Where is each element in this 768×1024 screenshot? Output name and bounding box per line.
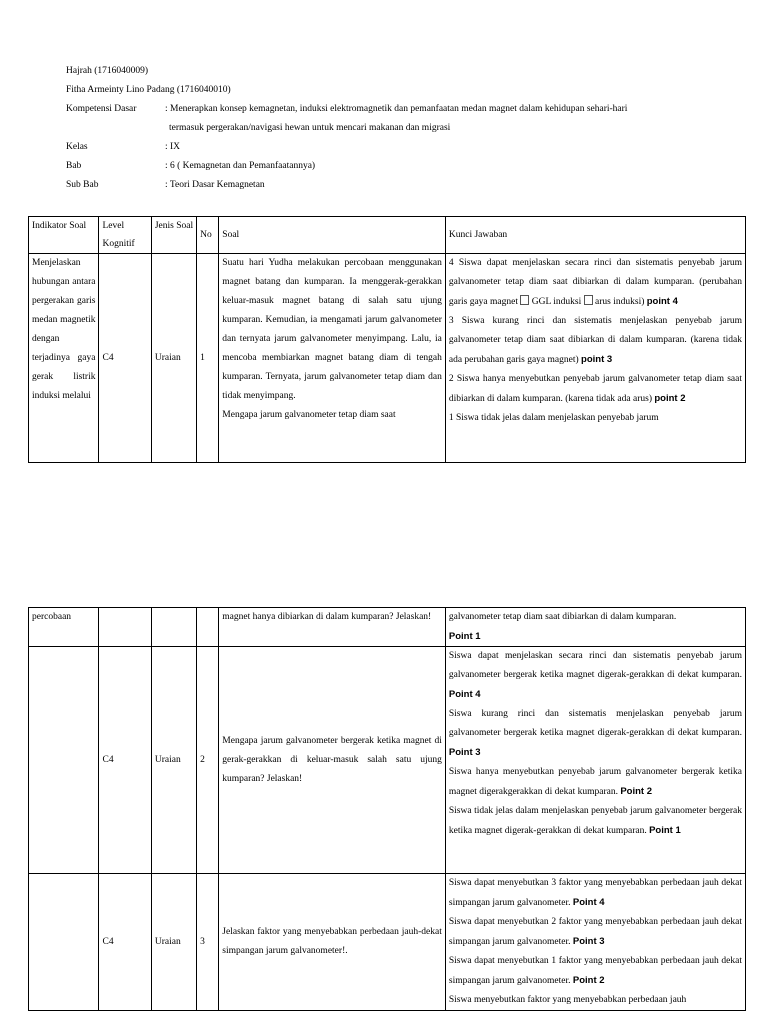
point-mark: Point 4 xyxy=(448,689,481,700)
kunci-cell xyxy=(445,874,745,1011)
level-cell: C4 xyxy=(99,874,151,1011)
subbab-label: Sub Bab xyxy=(66,180,99,190)
kunci-cell xyxy=(445,647,745,874)
subbab-value: : Teori Dasar Kemagnetan xyxy=(165,180,265,190)
soal-cell: magnet hanya dibiarkan di dalam kumparan? Jelaskan! xyxy=(219,608,446,647)
point-mark: Point 1 xyxy=(649,825,681,836)
kunci-text: GGL induksi xyxy=(531,297,582,307)
point-mark: Point 4 xyxy=(572,897,605,908)
point-mark: point 3 xyxy=(581,354,613,365)
point-mark: point 2 xyxy=(654,393,686,404)
kunci-level-4 xyxy=(449,874,742,913)
soal-cell: Jelaskan faktor yang menyebabkan perbedaan jauh-dekat simpangan jarum galvanometer!. xyxy=(219,874,446,1011)
kunci-level-3 xyxy=(449,705,742,763)
kunci-continuation: galvanometer tetap diam saat dibiarkan di dalam kumparan. xyxy=(448,612,677,622)
header-indikator: Indikator Soal xyxy=(29,217,99,254)
header-jenis: Jenis Soal xyxy=(151,217,196,254)
kunci-text: Siswa dapat menyebutkan 1 faktor yang menyebabkan perbedaan jauh dekat simpangan jarum galvanometer. xyxy=(448,956,742,986)
indikator-cell xyxy=(29,874,99,1011)
author-1: Hajrah (1716040009) xyxy=(66,66,149,76)
jenis-cell xyxy=(151,608,196,647)
kunci-level-3 xyxy=(449,913,742,952)
kunci-level-3 xyxy=(449,312,742,370)
kelas-line xyxy=(66,138,756,157)
bab-line xyxy=(66,157,756,176)
point-mark: Point 1 xyxy=(448,631,481,642)
soal-cell xyxy=(219,254,446,463)
kelas-label: Kelas xyxy=(66,142,88,152)
kunci-text: 3 Siswa kurang rinci dan sistematis menjelaskan penyebab jarum galvanometer tetap diam saat dibiarkan di dalam kumparan. (karena tidak ada perubahan garis gaya magnet) xyxy=(448,316,742,365)
arrow-box-icon xyxy=(520,295,529,305)
point-mark: Point 3 xyxy=(572,936,605,947)
kunci-level-2 xyxy=(449,952,742,991)
assessment-table-page2 xyxy=(28,607,746,1011)
indikator-text: Menjelaskan hubungan antara pergerakan garis medan magnetik dengan terjadinya gaya gerak listrik induksi melalui xyxy=(32,258,96,401)
kunci-level-4 xyxy=(449,254,742,312)
level-cell xyxy=(99,608,151,647)
kunci-text: 2 Siswa hanya menyebutkan penyebab jarum galvanometer tetap diam saat dibiarkan di dalam kumparan. (karena tidak ada arus) xyxy=(448,374,742,404)
kunci-text: Siswa dapat menyebutkan 2 faktor yang menyebabkan perbedaan jauh dekat simpangan jarum galvanometer. xyxy=(448,917,742,947)
kunci-level-1: 1 Siswa tidak jelas dalam menjelaskan penyebab jarum xyxy=(448,413,659,423)
kunci-cell xyxy=(445,254,745,463)
no-cell: 3 xyxy=(197,874,219,1011)
header-soal: Soal xyxy=(219,217,446,254)
kunci-level-1: Siswa menyebutkan faktor yang menyebabkan perbedaan jauh xyxy=(448,995,687,1005)
bab-value: : 6 ( Kemagnetan dan Pemanfaatannya) xyxy=(165,161,316,171)
indikator-cell xyxy=(29,254,99,463)
point-mark: Point 2 xyxy=(620,786,653,797)
kunci-level-2 xyxy=(449,370,742,409)
table-header-row xyxy=(29,217,746,254)
level-cell: C4 xyxy=(99,254,151,463)
kunci-text: Siswa dapat menjelaskan secara rinci dan sistematis penyebab jarum galvanometer bergerak ketika magnet digerak-gerakkan di dekat kumparan. xyxy=(448,651,742,680)
no-cell: 2 xyxy=(197,647,219,874)
soal-paragraph-1: Suatu hari Yudha melakukan percobaan menggunakan magnet batang dan kumparan. Ia menggerak-gerakkan keluar-masuk magnet batang di salah satu ujung kumparan. Kemudian, ia mengamati jarum galvanometer dan ternyata jarum galvanometer menyimpang. Lalu, ia mencoba membiarkan magnet batang diam di tengah kumparan. Ternyata, jarum galvanometer tetap diam dan tidak menyimpang. xyxy=(222,258,442,401)
kompetensi-dasar-label: Kompetensi Dasar xyxy=(66,104,137,114)
kunci-text: arus induksi) xyxy=(595,297,645,307)
indikator-cell xyxy=(29,647,99,874)
table-row xyxy=(29,254,746,463)
kunci-level-4 xyxy=(449,647,742,705)
point-mark: point 4 xyxy=(646,296,678,307)
table-row xyxy=(29,874,746,1011)
arrow-box-icon xyxy=(584,295,593,305)
kelas-value: : IX xyxy=(165,142,181,152)
jenis-cell: Uraian xyxy=(151,647,196,874)
point-mark: Point 3 xyxy=(448,747,481,758)
point-mark: Point 2 xyxy=(572,975,605,986)
no-cell: 1 xyxy=(197,254,219,463)
table-row xyxy=(29,647,746,874)
author-2: Fitha Armeinty Lino Padang (1716040010) xyxy=(66,85,231,95)
kunci-text: Siswa kurang rinci dan sistematis menjelaskan penyebab jarum galvanometer bergerak ketika magnet digerak-gerakkan di dekat kumparan. xyxy=(448,709,742,738)
indikator-cell: percobaan xyxy=(29,608,99,647)
kunci-level-1 xyxy=(449,802,742,841)
soal-cell: Mengapa jarum galvanometer bergerak ketika magnet di gerak-gerakkan di keluar-masuk salah satu ujung kumparan? Jelaskan! xyxy=(219,647,446,874)
kunci-text: Siswa hanya menyebutkan penyebab jarum galvanometer bergerak ketika magnet digerakgerakkan di dekat kumparan. xyxy=(448,767,742,797)
kunci-text: 4 Siswa dapat menjelaskan secara rinci dan sistematis penyebab jarum galvanometer tetap diam saat dibiarkan di dalam kumparan. (perubahan garis gaya magnet xyxy=(448,258,742,307)
kunci-text: Siswa tidak jelas dalam menjelaskan penyebab jarum galvanometer bergerak ketika magnet digerak-gerakkan di dekat kumparan. xyxy=(448,806,742,836)
header-level: Level Kognitif xyxy=(99,217,151,254)
level-cell: C4 xyxy=(99,647,151,874)
kompetensi-dasar-continuation: termasuk pergerakan/navigasi hewan untuk mencari makanan dan migrasi xyxy=(169,123,451,133)
bab-label: Bab xyxy=(66,161,82,171)
jenis-cell: Uraian xyxy=(151,254,196,463)
kunci-level-2 xyxy=(449,763,742,802)
header-no: No xyxy=(197,217,219,254)
no-cell xyxy=(197,608,219,647)
jenis-cell: Uraian xyxy=(151,874,196,1011)
kunci-text: Siswa dapat menyebutkan 3 faktor yang menyebabkan perbedaan jauh dekat simpangan jarum galvanometer. xyxy=(448,878,742,908)
kunci-cell xyxy=(445,608,745,647)
kompetensi-dasar-value: : Menerapkan konsep kemagnetan, induksi elektromagnetik dan pemanfaatan medan magnet dalam kehidupan sehari-hari xyxy=(165,104,628,114)
document-header xyxy=(66,62,756,195)
subbab-line xyxy=(66,176,756,195)
table-row xyxy=(29,608,746,647)
kompetensi-dasar-line xyxy=(66,100,756,119)
assessment-table-page1 xyxy=(28,216,746,463)
header-kunci: Kunci Jawaban xyxy=(445,217,745,254)
soal-paragraph-2: Mengapa jarum galvanometer tetap diam saat xyxy=(222,410,396,420)
